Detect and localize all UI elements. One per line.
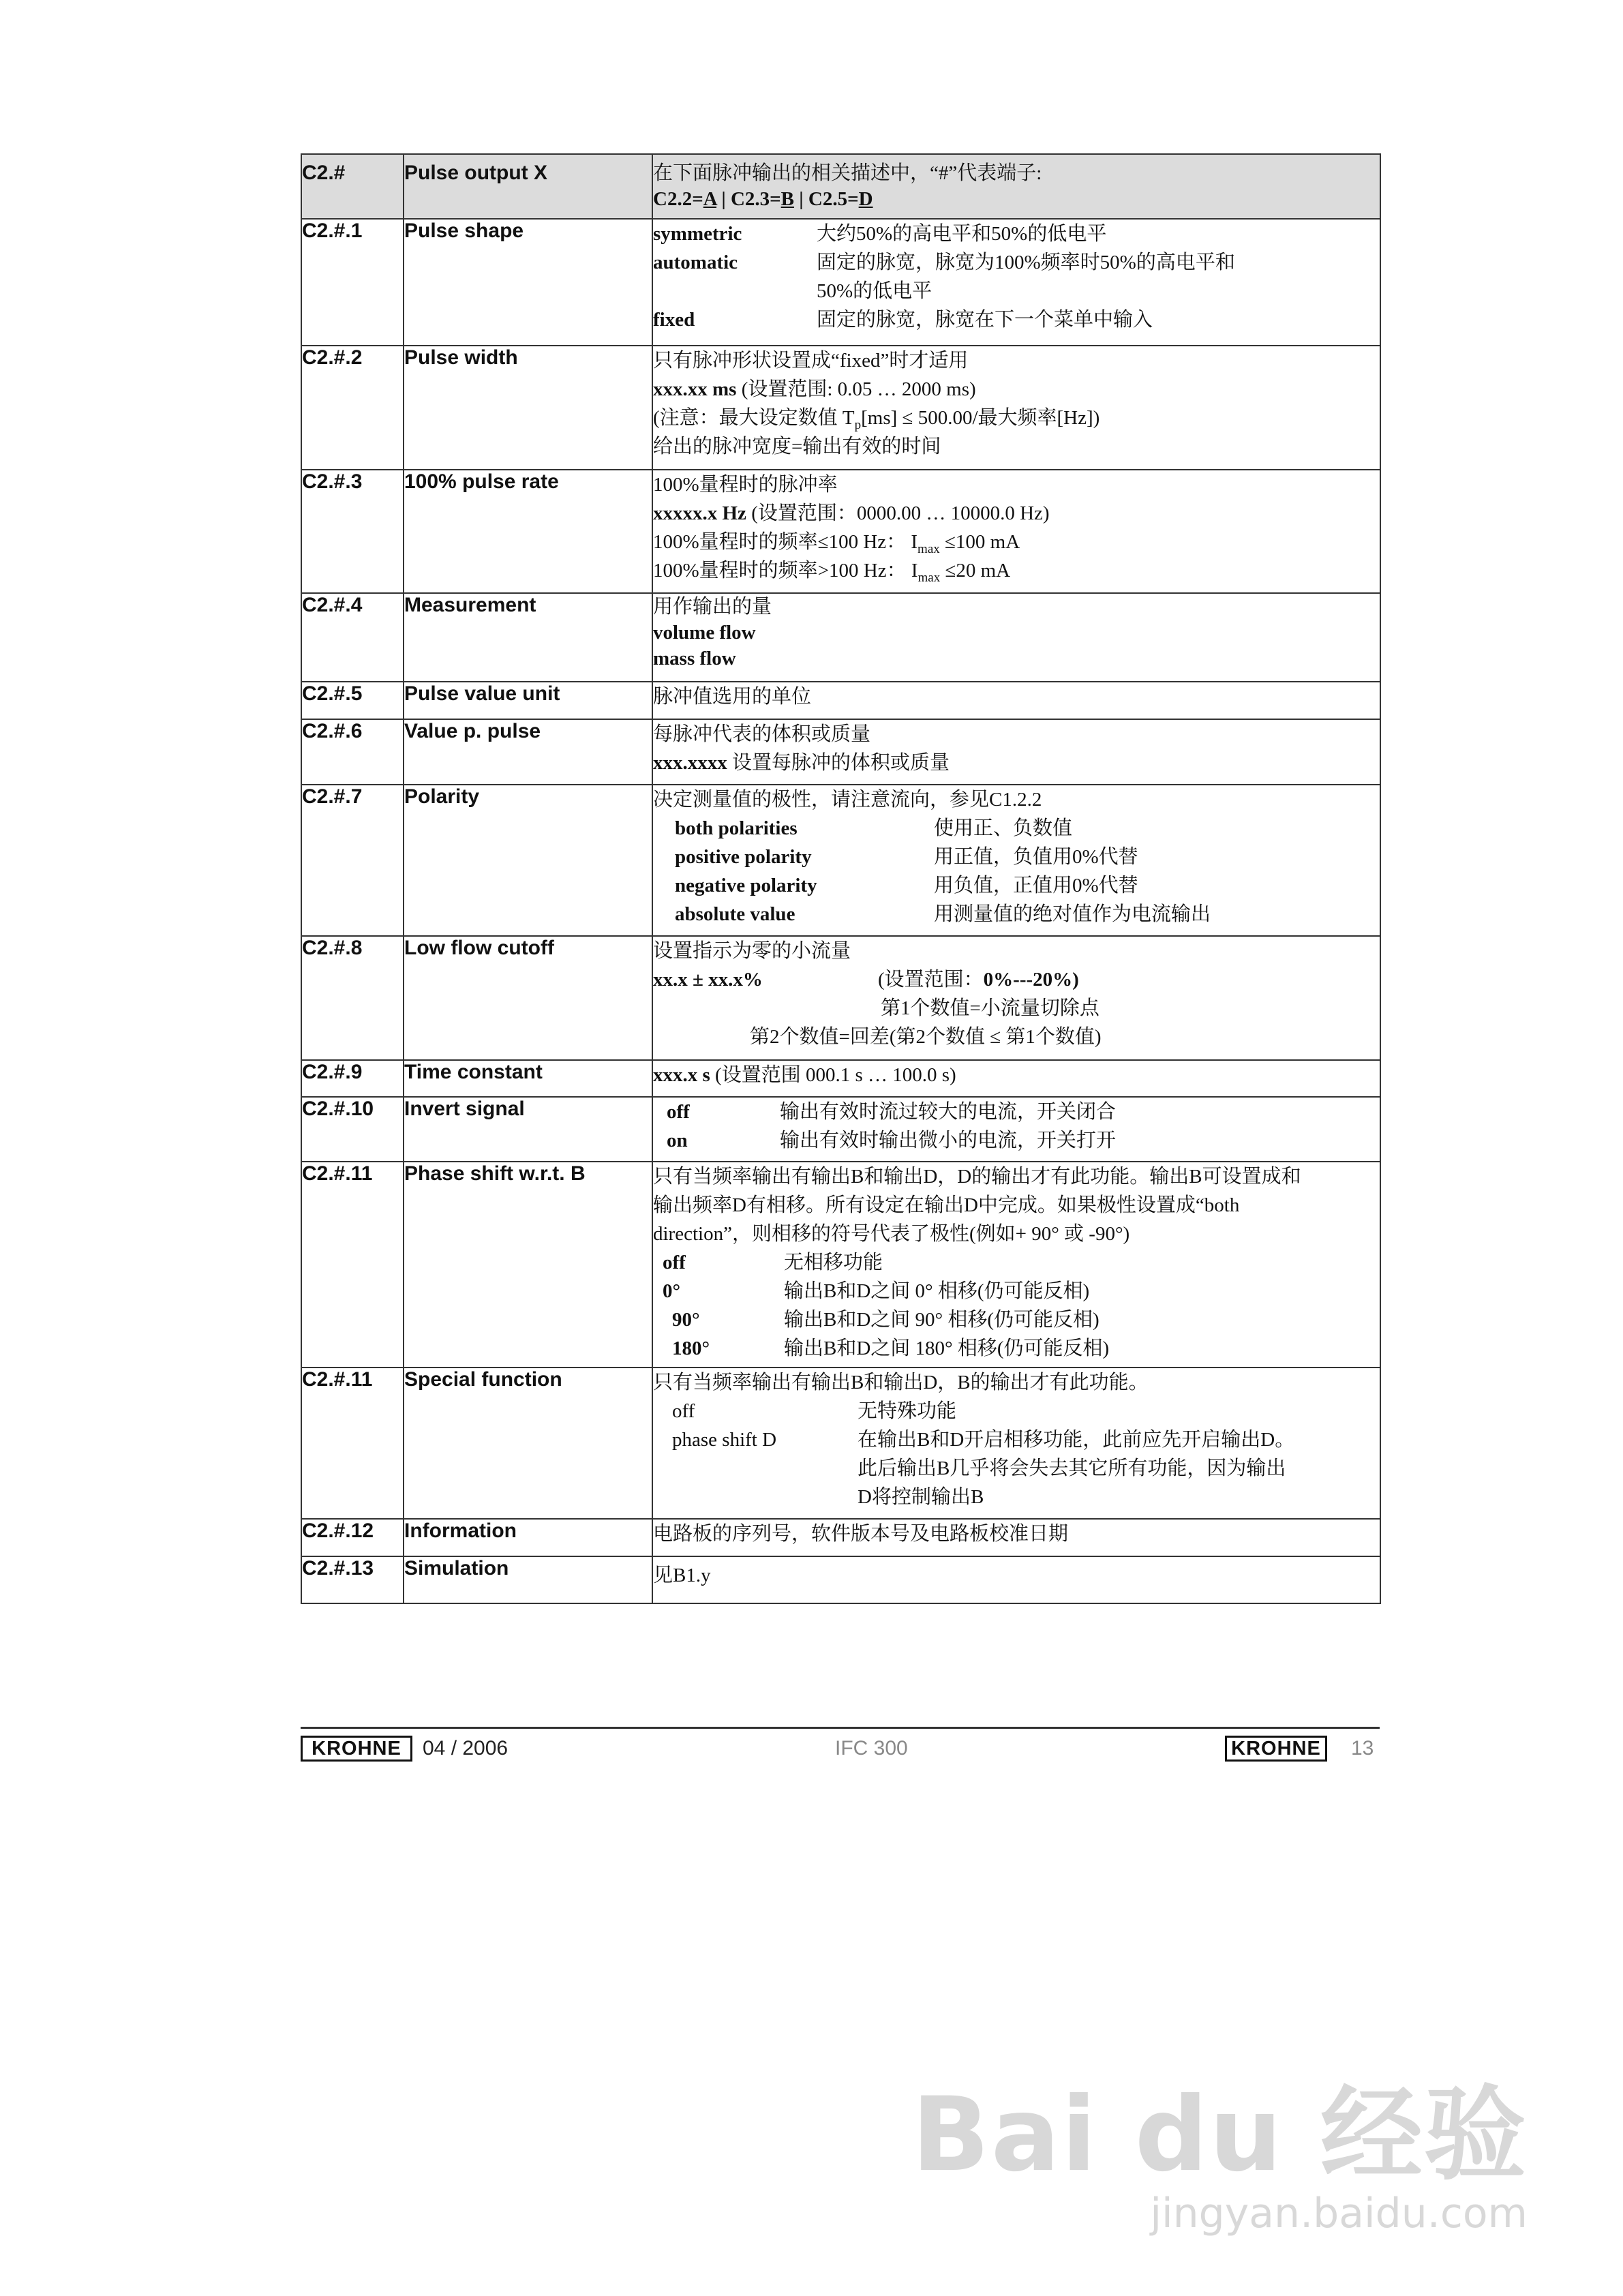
- desc-line: 设置每脉冲的体积或质量: [727, 752, 950, 774]
- row-code: C2.#.1: [301, 219, 404, 346]
- watermark-main: Bai du 经验: [911, 2076, 1528, 2194]
- row-code: C2.#.6: [301, 719, 404, 785]
- row-name: Pulse shape: [404, 219, 652, 346]
- option-key: absolute value: [675, 903, 795, 925]
- row-desc: [652, 1519, 1380, 1556]
- row-desc: [652, 593, 1380, 682]
- desc-line: 输出频率D有相移。所有设定在输出D中完成。如果极性设置成“both: [653, 1194, 1240, 1216]
- option-key: negative polarity: [675, 875, 817, 896]
- sep2: |: [794, 188, 808, 210]
- table-row: [301, 470, 1380, 593]
- desc-line: 见B1.y: [653, 1565, 711, 1586]
- row-name: Measurement: [404, 593, 652, 682]
- row-name: Simulation: [404, 1556, 652, 1603]
- row-desc: [652, 1368, 1380, 1519]
- row-code: C2.#.8: [301, 936, 404, 1060]
- option-key: automatic: [653, 252, 738, 273]
- option-key: volume flow: [653, 622, 756, 644]
- desc-line: (设置范围: 0.05 … 2000 ms): [736, 378, 976, 400]
- row-desc: [652, 219, 1380, 346]
- subscript: max: [917, 541, 940, 556]
- option-value: 使用正、负数值: [934, 817, 1073, 839]
- option-value: 输出B和D之间 180° 相移(仍可能反相): [784, 1338, 1110, 1359]
- option-value: 输出有效时流过较大的电流，开关闭合: [780, 1101, 1117, 1123]
- desc-line: 0%---20%): [983, 969, 1079, 991]
- row-name: Pulse value unit: [404, 682, 652, 719]
- desc-line: 只有当频率输出有输出B和输出D，B的输出才有此功能。: [653, 1372, 1149, 1393]
- row-desc: [652, 1097, 1380, 1162]
- row-code: C2.#.9: [301, 1060, 404, 1097]
- option-key: on: [667, 1130, 688, 1151]
- table-row: [301, 593, 1380, 682]
- table-row: [301, 219, 1380, 346]
- term-c23: C2.3=: [730, 188, 781, 210]
- footer-rule: [301, 1727, 1380, 1729]
- option-key: fixed: [653, 309, 695, 331]
- option-value: 无相移功能: [784, 1252, 883, 1273]
- row-code: C2.#.3: [301, 470, 404, 593]
- row-code: C2.#.4: [301, 593, 404, 682]
- desc-line: 第2个数值=回差(第2个数值 ≤ 第1个数值): [750, 1026, 1102, 1048]
- baidu-watermark: [911, 2052, 1528, 2237]
- row-desc: [652, 1162, 1380, 1368]
- sep1: |: [716, 188, 731, 210]
- value-format: xxx.x s: [653, 1064, 710, 1086]
- row-name: 100% pulse rate: [404, 470, 652, 593]
- subscript: max: [917, 570, 941, 585]
- row-desc: [652, 719, 1380, 785]
- desc-line: 脉冲值选用的单位: [653, 686, 812, 708]
- desc-line: 用作输出的量: [653, 596, 772, 618]
- option-key: positive polarity: [675, 846, 812, 868]
- desc-line: 100%量程时的频率>100 Hz： I: [653, 560, 918, 581]
- option-key: 90°: [672, 1309, 700, 1331]
- row-desc: [652, 785, 1380, 936]
- option-value: 用测量值的绝对值作为电流输出: [934, 903, 1211, 925]
- desc-line: (设置范围：0000.00 … 10000.0 Hz): [746, 502, 1050, 524]
- table-row: [301, 1162, 1380, 1368]
- row-desc: [652, 682, 1380, 719]
- option-value: 大约50%的高电平和50%的低电平: [817, 223, 1107, 245]
- krohne-logo-left: KROHNE: [301, 1736, 412, 1762]
- row-code: C2.#.12: [301, 1519, 404, 1556]
- row-desc: [652, 1556, 1380, 1603]
- table-header-row: [301, 154, 1380, 219]
- table-row: [301, 1097, 1380, 1162]
- parameter-table: [301, 153, 1381, 1604]
- desc-line: 只有脉冲形状设置成“fixed”时才适用: [653, 350, 969, 372]
- option-key: symmetric: [653, 223, 742, 245]
- desc-line: 第1个数值=小流量切除点: [881, 997, 1099, 1019]
- value-format: xxx.xx ms: [653, 378, 737, 400]
- desc-line: 100%量程时的频率≤100 Hz： I: [653, 531, 918, 553]
- option-value: 此后输出B几乎将会失去其它所有功能，因为输出: [858, 1457, 1286, 1479]
- desc-line: (设置范围：: [878, 969, 984, 991]
- table-row: [301, 936, 1380, 1060]
- row-name: Invert signal: [404, 1097, 652, 1162]
- option-value: D将控制输出B: [858, 1486, 984, 1508]
- value-format: xxx.xxxx: [653, 752, 727, 774]
- option-value: 50%的低电平: [817, 280, 932, 302]
- option-value: 输出有效时输出微小的电流，开关打开: [780, 1130, 1117, 1151]
- table-row: [301, 346, 1380, 470]
- option-key: off: [667, 1101, 690, 1123]
- term-d: D: [858, 188, 873, 210]
- table-row: [301, 1368, 1380, 1519]
- row-name: Low flow cutoff: [404, 936, 652, 1060]
- row-name: Value p. pulse: [404, 719, 652, 785]
- desc-line: (注意：最大设定数值 T: [653, 407, 855, 429]
- row-code: C2.#.10: [301, 1097, 404, 1162]
- table-row: [301, 785, 1380, 936]
- row-desc: [652, 1060, 1380, 1097]
- row-desc: [652, 346, 1380, 470]
- desc-line: ≤100 mA: [939, 531, 1020, 553]
- row-name: Polarity: [404, 785, 652, 936]
- desc-line: 电路板的序列号，软件版本号及电路板校准日期: [653, 1523, 1069, 1545]
- watermark-url: jingyan.baidu.com: [1150, 2190, 1528, 2237]
- desc-line: [ms] ≤ 500.00/最大频率[Hz]): [861, 407, 1100, 429]
- row-desc: [652, 470, 1380, 593]
- option-key: off: [663, 1252, 686, 1273]
- value-format: xxxxx.x Hz: [653, 502, 746, 524]
- row-name: Special function: [404, 1368, 652, 1519]
- value-format: xx.x ± xx.x%: [653, 969, 763, 991]
- footer-date: 04 / 2006: [423, 1737, 509, 1759]
- header-desc: [652, 154, 1380, 219]
- option-key: phase shift D: [672, 1429, 777, 1451]
- table-row: [301, 1060, 1380, 1097]
- option-key: mass flow: [653, 648, 736, 669]
- option-value: 用负值，正值用0%代替: [934, 875, 1138, 896]
- row-desc: [652, 936, 1380, 1060]
- row-name: Information: [404, 1519, 652, 1556]
- term-c22: C2.2=: [653, 188, 703, 210]
- option-value: 无特殊功能: [858, 1400, 957, 1422]
- krohne-logo-right: KROHNE: [1225, 1736, 1327, 1762]
- table-row: [301, 682, 1380, 719]
- desc-line: ≤20 mA: [940, 560, 1011, 581]
- option-value: 在输出B和D开启相移功能，此前应先开启输出D。: [858, 1429, 1295, 1451]
- desc-line: 100%量程时的脉冲率: [653, 474, 838, 496]
- subscript: p: [854, 417, 862, 432]
- option-value: 固定的脉宽，脉宽为100%频率时50%的高电平和: [817, 252, 1235, 273]
- table-row: [301, 1519, 1380, 1556]
- row-code: C2.#.5: [301, 682, 404, 719]
- option-value: 输出B和D之间 0° 相移(仍可能反相): [784, 1280, 1090, 1302]
- option-key: both polarities: [675, 817, 798, 839]
- header-terminal-map: [653, 186, 1380, 212]
- header-code: C2.#: [301, 154, 404, 219]
- desc-line: 只有当频率输出有输出B和输出D，D的输出才有此功能。输出B可设置成和: [653, 1166, 1301, 1188]
- option-key: 180°: [672, 1338, 710, 1359]
- option-key: 0°: [663, 1280, 681, 1302]
- header-line1: 在下面脉冲输出的相关描述中，“#”代表端子:: [653, 162, 1042, 184]
- row-name: Pulse width: [404, 346, 652, 470]
- row-code: C2.#.7: [301, 785, 404, 936]
- table-row: [301, 719, 1380, 785]
- option-value: 输出B和D之间 90° 相移(仍可能反相): [784, 1309, 1099, 1331]
- row-name: Time constant: [404, 1060, 652, 1097]
- desc-line: (设置范围 000.1 s … 100.0 s): [710, 1064, 956, 1086]
- row-code: C2.#.13: [301, 1556, 404, 1603]
- term-b: B: [780, 188, 795, 210]
- header-name: Pulse output X: [404, 154, 652, 219]
- desc-line: 决定测量值的极性，请注意流向，参见C1.2.2: [653, 789, 1042, 811]
- row-code: C2.#.2: [301, 346, 404, 470]
- row-code: C2.#.11: [301, 1368, 404, 1519]
- row-code: C2.#.11: [301, 1162, 404, 1368]
- page-number: 13: [1351, 1737, 1374, 1759]
- term-c25: C2.5=: [808, 188, 859, 210]
- desc-line: direction”，则相移的符号代表了极性(例如+ 90° 或 -90°): [653, 1223, 1130, 1245]
- desc-line: 设置指示为零的小流量: [653, 940, 851, 962]
- option-key: off: [672, 1400, 695, 1422]
- desc-line: 每脉冲代表的体积或质量: [653, 723, 871, 745]
- footer-model: IFC 300: [835, 1737, 908, 1759]
- term-a: A: [703, 188, 717, 210]
- row-name: Phase shift w.r.t. B: [404, 1162, 652, 1368]
- desc-line: 给出的脉冲宽度=输出有效的时间: [653, 436, 941, 457]
- option-value: 用正值，负值用0%代替: [934, 846, 1138, 868]
- option-value: 固定的脉宽，脉宽在下一个菜单中输入: [817, 309, 1153, 331]
- table-row: [301, 1556, 1380, 1603]
